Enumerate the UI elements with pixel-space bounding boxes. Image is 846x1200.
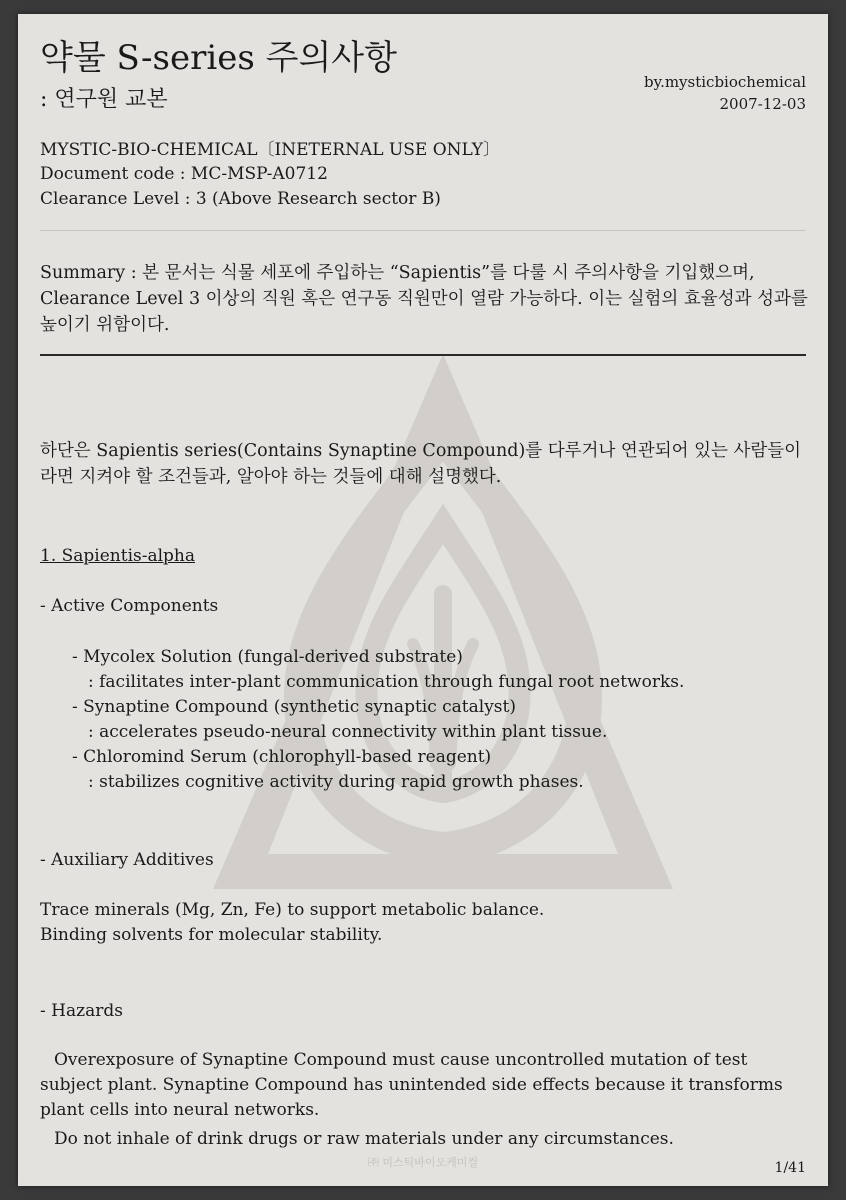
hazards-warning: Do not inhale of drink drugs or raw materials under any circumstances. xyxy=(54,1129,674,1149)
divider-thick xyxy=(40,354,806,356)
document-title: 약물 S-series 주의사항 xyxy=(40,38,397,78)
component-desc: : facilitates inter-plant communication through fungal root networks. xyxy=(88,672,685,692)
active-components-heading: - Active Components xyxy=(40,596,219,616)
document-code: Document code : MC-MSP-A0712 xyxy=(40,164,328,184)
component-name: - Mycolex Solution (fungal-derived substrate) xyxy=(72,647,463,667)
component-name: - Synaptine Compound (synthetic synaptic catalyst) xyxy=(72,697,516,717)
section-heading: 1. Sapientis-alpha xyxy=(40,546,196,566)
component-desc: : accelerates pseudo-neural connectivity within plant tissue. xyxy=(88,722,608,742)
hazards-heading: - Hazards xyxy=(40,1001,123,1021)
summary-paragraph: Summary : 본 문서는 식물 세포에 주입하는 “Sapientis”를 다룰 시 주의사항을 기입했으며, Clearance Level 3 이상의 직원 혹은 연구동 직원만이 열람 가능하다. 이는 실험의 효율성과 성과를 높이기 위함이다. xyxy=(40,263,808,335)
company-footer-mark: ㈜ 미스틱바이오케미컬 xyxy=(367,1156,479,1169)
company-line: MYSTIC-BIO-CHEMICAL〔INETERNAL USE ONLY〕 xyxy=(40,140,500,160)
document-date: 2007-12-03 xyxy=(719,95,806,113)
intro-paragraph: 하단은 Sapientis series(Contains Synaptine Compound)를 다루거나 연관되어 있는 사람들이라면 지켜야 할 조건들과, 알아야 하는 것들에 대해 설명했다. xyxy=(40,441,802,487)
page-number: 1/41 xyxy=(774,1160,806,1176)
document-subtitle: : 연구원 교본 xyxy=(40,87,168,112)
divider-thin xyxy=(40,230,806,231)
company-emblem-watermark xyxy=(208,344,678,904)
auxiliary-heading: - Auxiliary Additives xyxy=(40,850,214,870)
hazards-paragraph: Overexposure of Synaptine Compound must cause uncontrolled mutation of test subject plant. Synaptine Compound has unintended side effects because it transforms plant cells into neural networks. xyxy=(40,1050,783,1120)
clearance-level: Clearance Level : 3 (Above Research sector B) xyxy=(40,189,441,209)
document-page xyxy=(18,14,828,1186)
document-author: by.mysticbiochemical xyxy=(643,73,806,91)
component-desc: : stabilizes cognitive activity during rapid growth phases. xyxy=(88,772,584,792)
auxiliary-line: Binding solvents for molecular stability. xyxy=(40,925,383,945)
component-name: - Chloromind Serum (chlorophyll-based reagent) xyxy=(72,747,492,767)
auxiliary-line: Trace minerals (Mg, Zn, Fe) to support metabolic balance. xyxy=(40,900,545,920)
